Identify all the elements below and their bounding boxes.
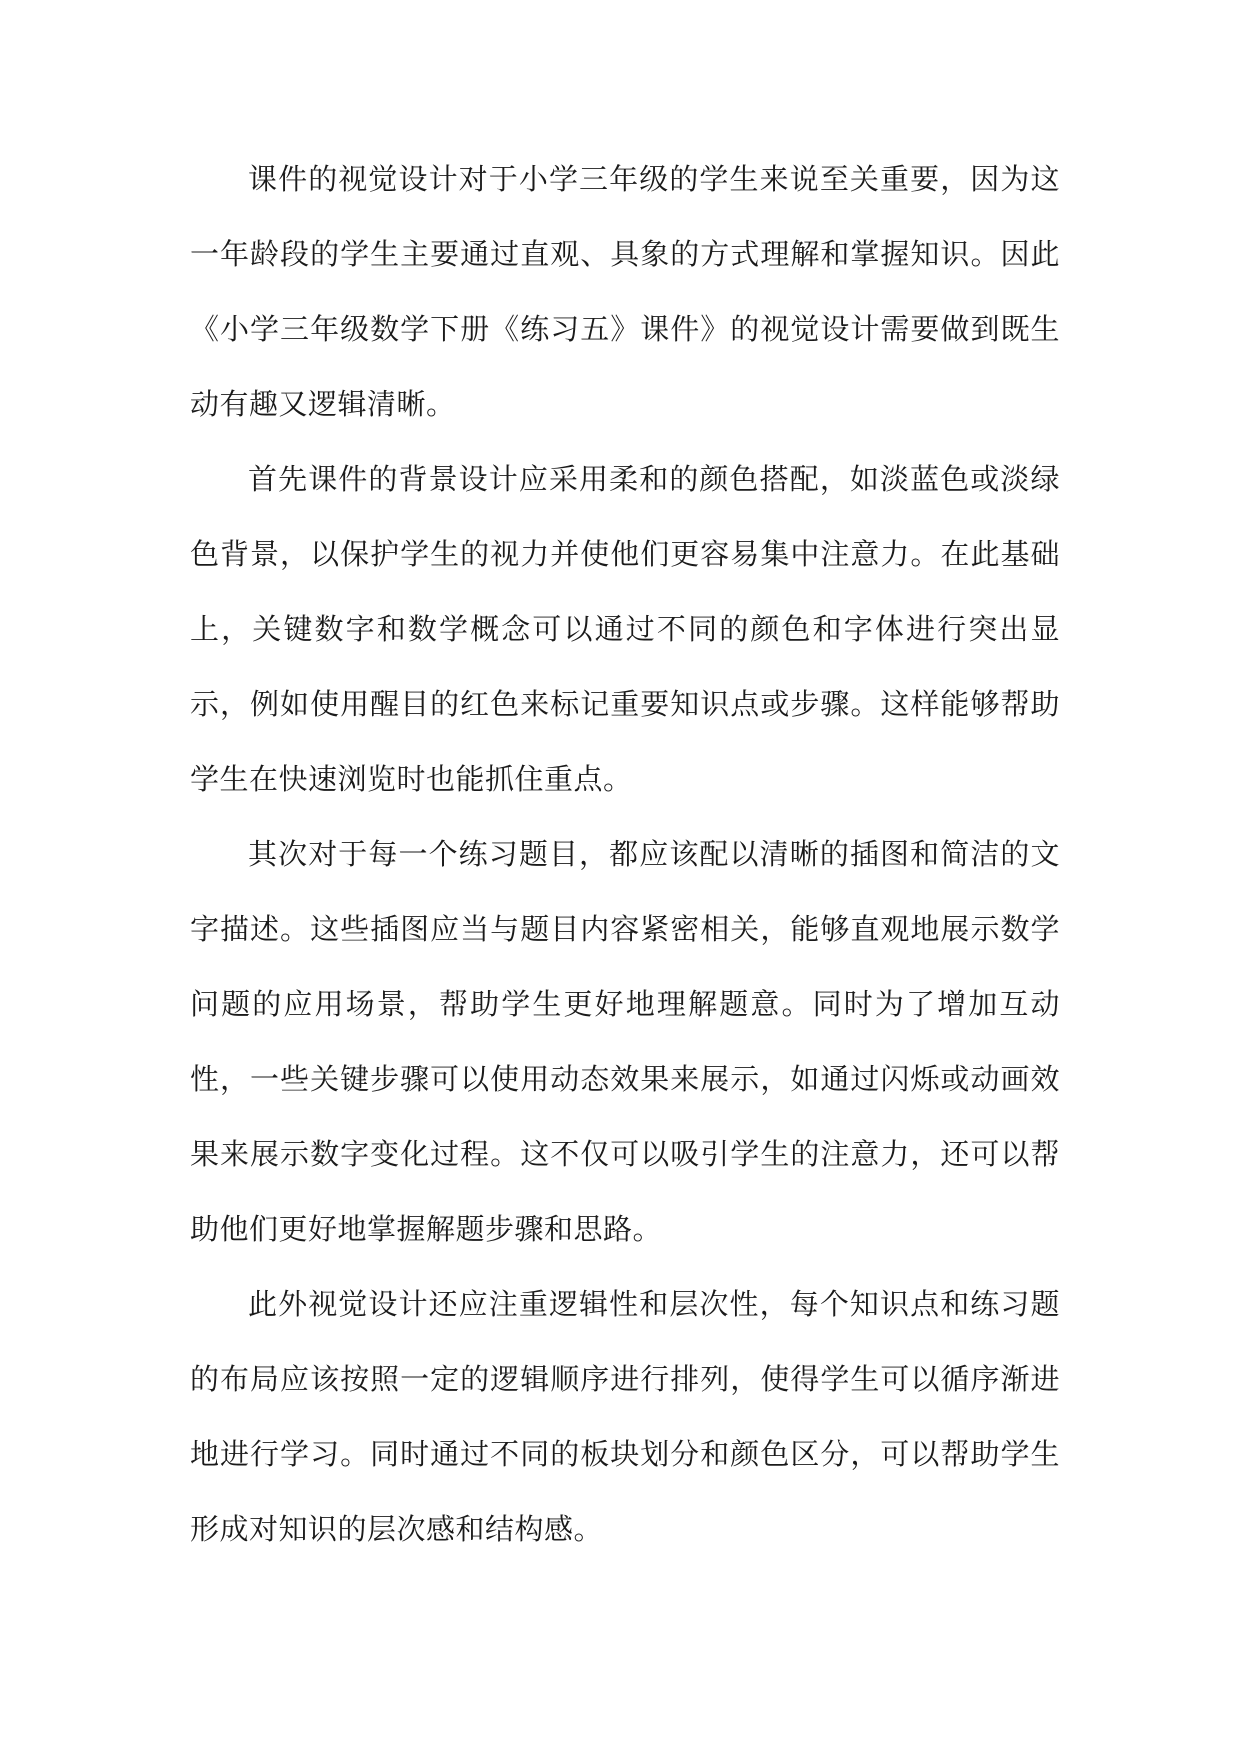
document-body [190,142,1060,1567]
paragraph: 首先课件的背景设计应采用柔和的颜色搭配，如淡蓝色或淡绿色背景，以保护学生的视力并使他们更容易集中注意力。在此基础上，关键数字和数学概念可以通过不同的颜色和字体进行突出显示，例如使用醒目的红色来标记重要知识点或步骤。这样能够帮助学生在快速浏览时也能抓住重点。 [190,462,1060,796]
paragraph: 此外视觉设计还应注重逻辑性和层次性，每个知识点和练习题的布局应该按照一定的逻辑顺序进行排列，使得学生可以循序渐进地进行学习。同时通过不同的板块划分和颜色区分，可以帮助学生形成对知识的层次感和结构感。 [190,1287,1060,1546]
paragraph: 课件的视觉设计对于小学三年级的学生来说至关重要，因为这一年龄段的学生主要通过直观、具象的方式理解和掌握知识。因此《小学三年级数学下册《练习五》课件》的视觉设计需要做到既生动有趣又逻辑清晰。 [190,162,1060,421]
paragraph: 其次对于每一个练习题目，都应该配以清晰的插图和简洁的文字描述。这些插图应当与题目内容紧密相关，能够直观地展示数学问题的应用场景，帮助学生更好地理解题意。同时为了增加互动性，一些关键步骤可以使用动态效果来展示，如通过闪烁或动画效果来展示数字变化过程。这不仅可以吸引学生的注意力，还可以帮助他们更好地掌握解题步骤和思路。 [190,837,1060,1246]
